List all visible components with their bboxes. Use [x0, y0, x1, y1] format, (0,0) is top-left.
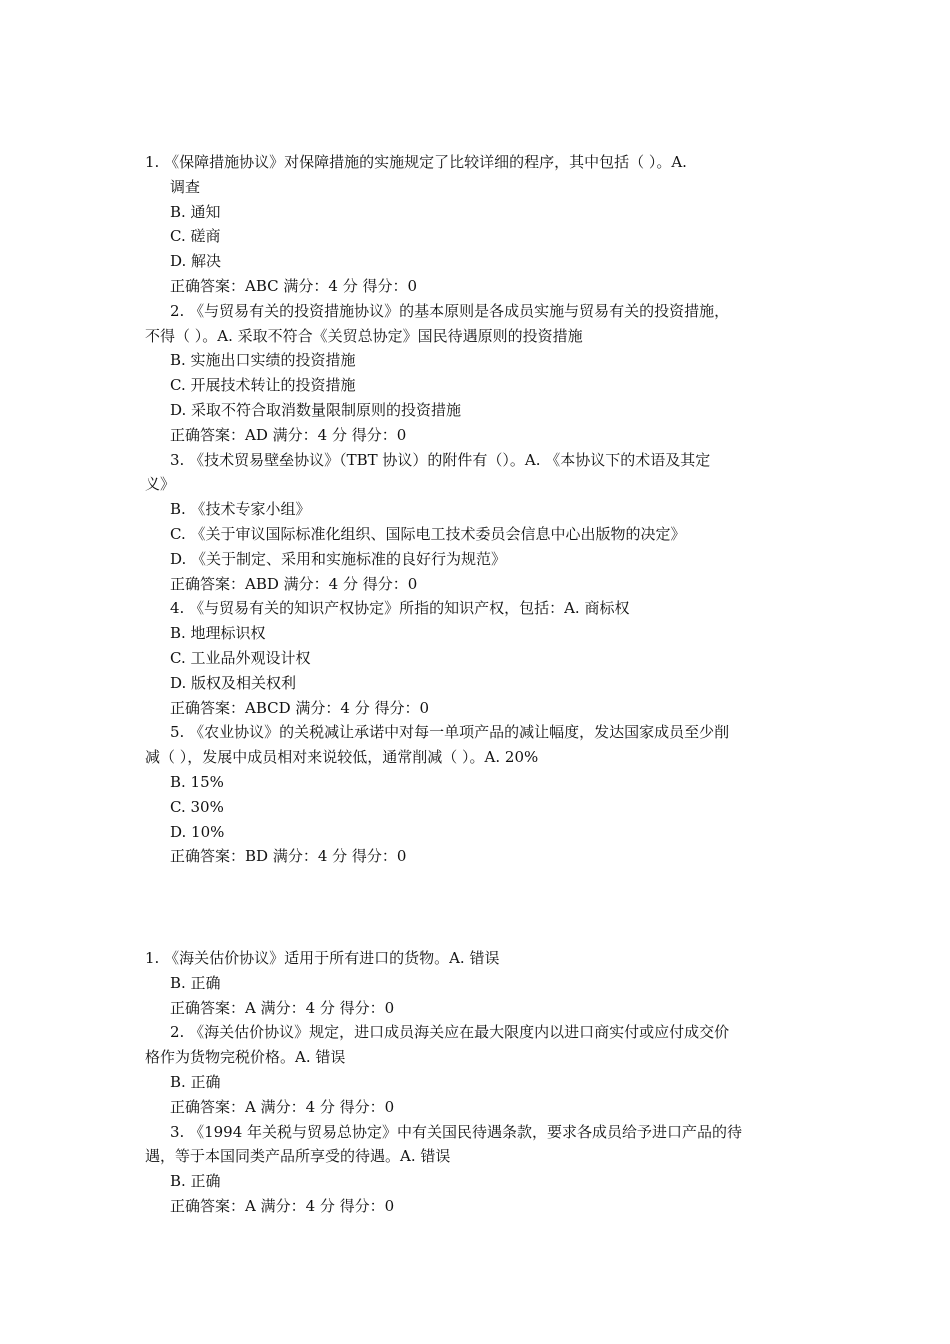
text-line: B. 正确 [170, 1172, 221, 1191]
text-line: B. 正确 [170, 1072, 221, 1091]
text-line: 1. 《海关估价协议》适用于所有进口的货物。A. 错误 [145, 949, 500, 967]
text-line: 正确答案：A 满分：4 分 得分：0 [170, 1097, 395, 1116]
text-line: B. 通知 [170, 202, 221, 221]
text-line: B. 实施出口实绩的投资措施 [170, 351, 356, 370]
text-line: C. 30% [170, 797, 224, 816]
text-line: B. 正确 [170, 973, 221, 992]
text-line: 5. 《农业协议》的关税减让承诺中对每一单项产品的减让幅度，发达国家成员至少削 [170, 723, 730, 742]
text-line: 格作为货物完税价格。A. 错误 [145, 1048, 346, 1067]
text-line: C. 开展技术转让的投资措施 [170, 376, 356, 395]
text-line: 减（ ），发展中成员相对来说较低，通常削减（ ）。A. 20% [145, 748, 539, 767]
multiple-choice-section [145, 150, 810, 869]
text-line: 正确答案：A 满分：4 分 得分：0 [170, 1196, 395, 1215]
text-line: 义》 [145, 475, 176, 494]
text-line: D. 10% [170, 822, 225, 841]
text-line: D. 采取不符合取消数量限制原则的投资措施 [170, 400, 462, 419]
text-line: 调查 [170, 177, 201, 196]
true-false-section [145, 946, 810, 1219]
text-line: B. 15% [170, 772, 224, 791]
text-line: D. 版权及相关权利 [170, 673, 297, 692]
text-line: 正确答案：A 满分：4 分 得分：0 [170, 998, 395, 1017]
text-line: 遇，等于本国同类产品所享受的待遇。A. 错误 [145, 1147, 451, 1166]
text-line: 正确答案：ABD 满分：4 分 得分：0 [170, 574, 418, 593]
text-line: 正确答案：AD 满分：4 分 得分：0 [170, 425, 407, 444]
text-line: B. 《技术专家小组》 [170, 500, 311, 519]
text-line: 正确答案：BD 满分：4 分 得分：0 [170, 847, 407, 866]
text-line: 正确答案：ABCD 满分：4 分 得分：0 [170, 698, 430, 717]
text-line: 4. 《与贸易有关的知识产权协定》所指的知识产权，包括：A. 商标权 [170, 599, 630, 618]
text-line: C. 工业品外观设计权 [170, 648, 311, 667]
text-line: D. 《关于制定、采用和实施标准的良好行为规范》 [170, 549, 507, 568]
text-line: 3. 《1994 年关税与贸易总协定》中有关国民待遇条款，要求各成员给予进口产品的待 [170, 1122, 743, 1141]
text-line: 正确答案：ABC 满分：4 分 得分：0 [170, 276, 418, 295]
text-line: 2. 《海关估价协议》规定，进口成员海关应在最大限度内以进口商实付或应付成交价 [170, 1023, 730, 1042]
text-line: 3. 《技术贸易壁垒协议》（TBT 协议）的附件有（）。A. 《本协议下的术语及其定 [170, 450, 711, 469]
text-line: 1. 《保障措施协议》对保障措施的实施规定了比较详细的程序，其中包括（ ）。A. [145, 153, 687, 171]
text-line: B. 地理标识权 [170, 624, 266, 643]
text-line: 不得（ ）。A. 采取不符合《关贸总协定》国民待遇原则的投资措施 [145, 326, 583, 345]
text-line: 2. 《与贸易有关的投资措施协议》的基本原则是各成员实施与贸易有关的投资措施， [170, 301, 730, 320]
text-line: C. 磋商 [170, 227, 221, 246]
text-line: D. 解决 [170, 252, 222, 271]
text-line: C. 《关于审议国际标准化组织、国际电工技术委员会信息中心出版物的决定》 [170, 524, 686, 543]
